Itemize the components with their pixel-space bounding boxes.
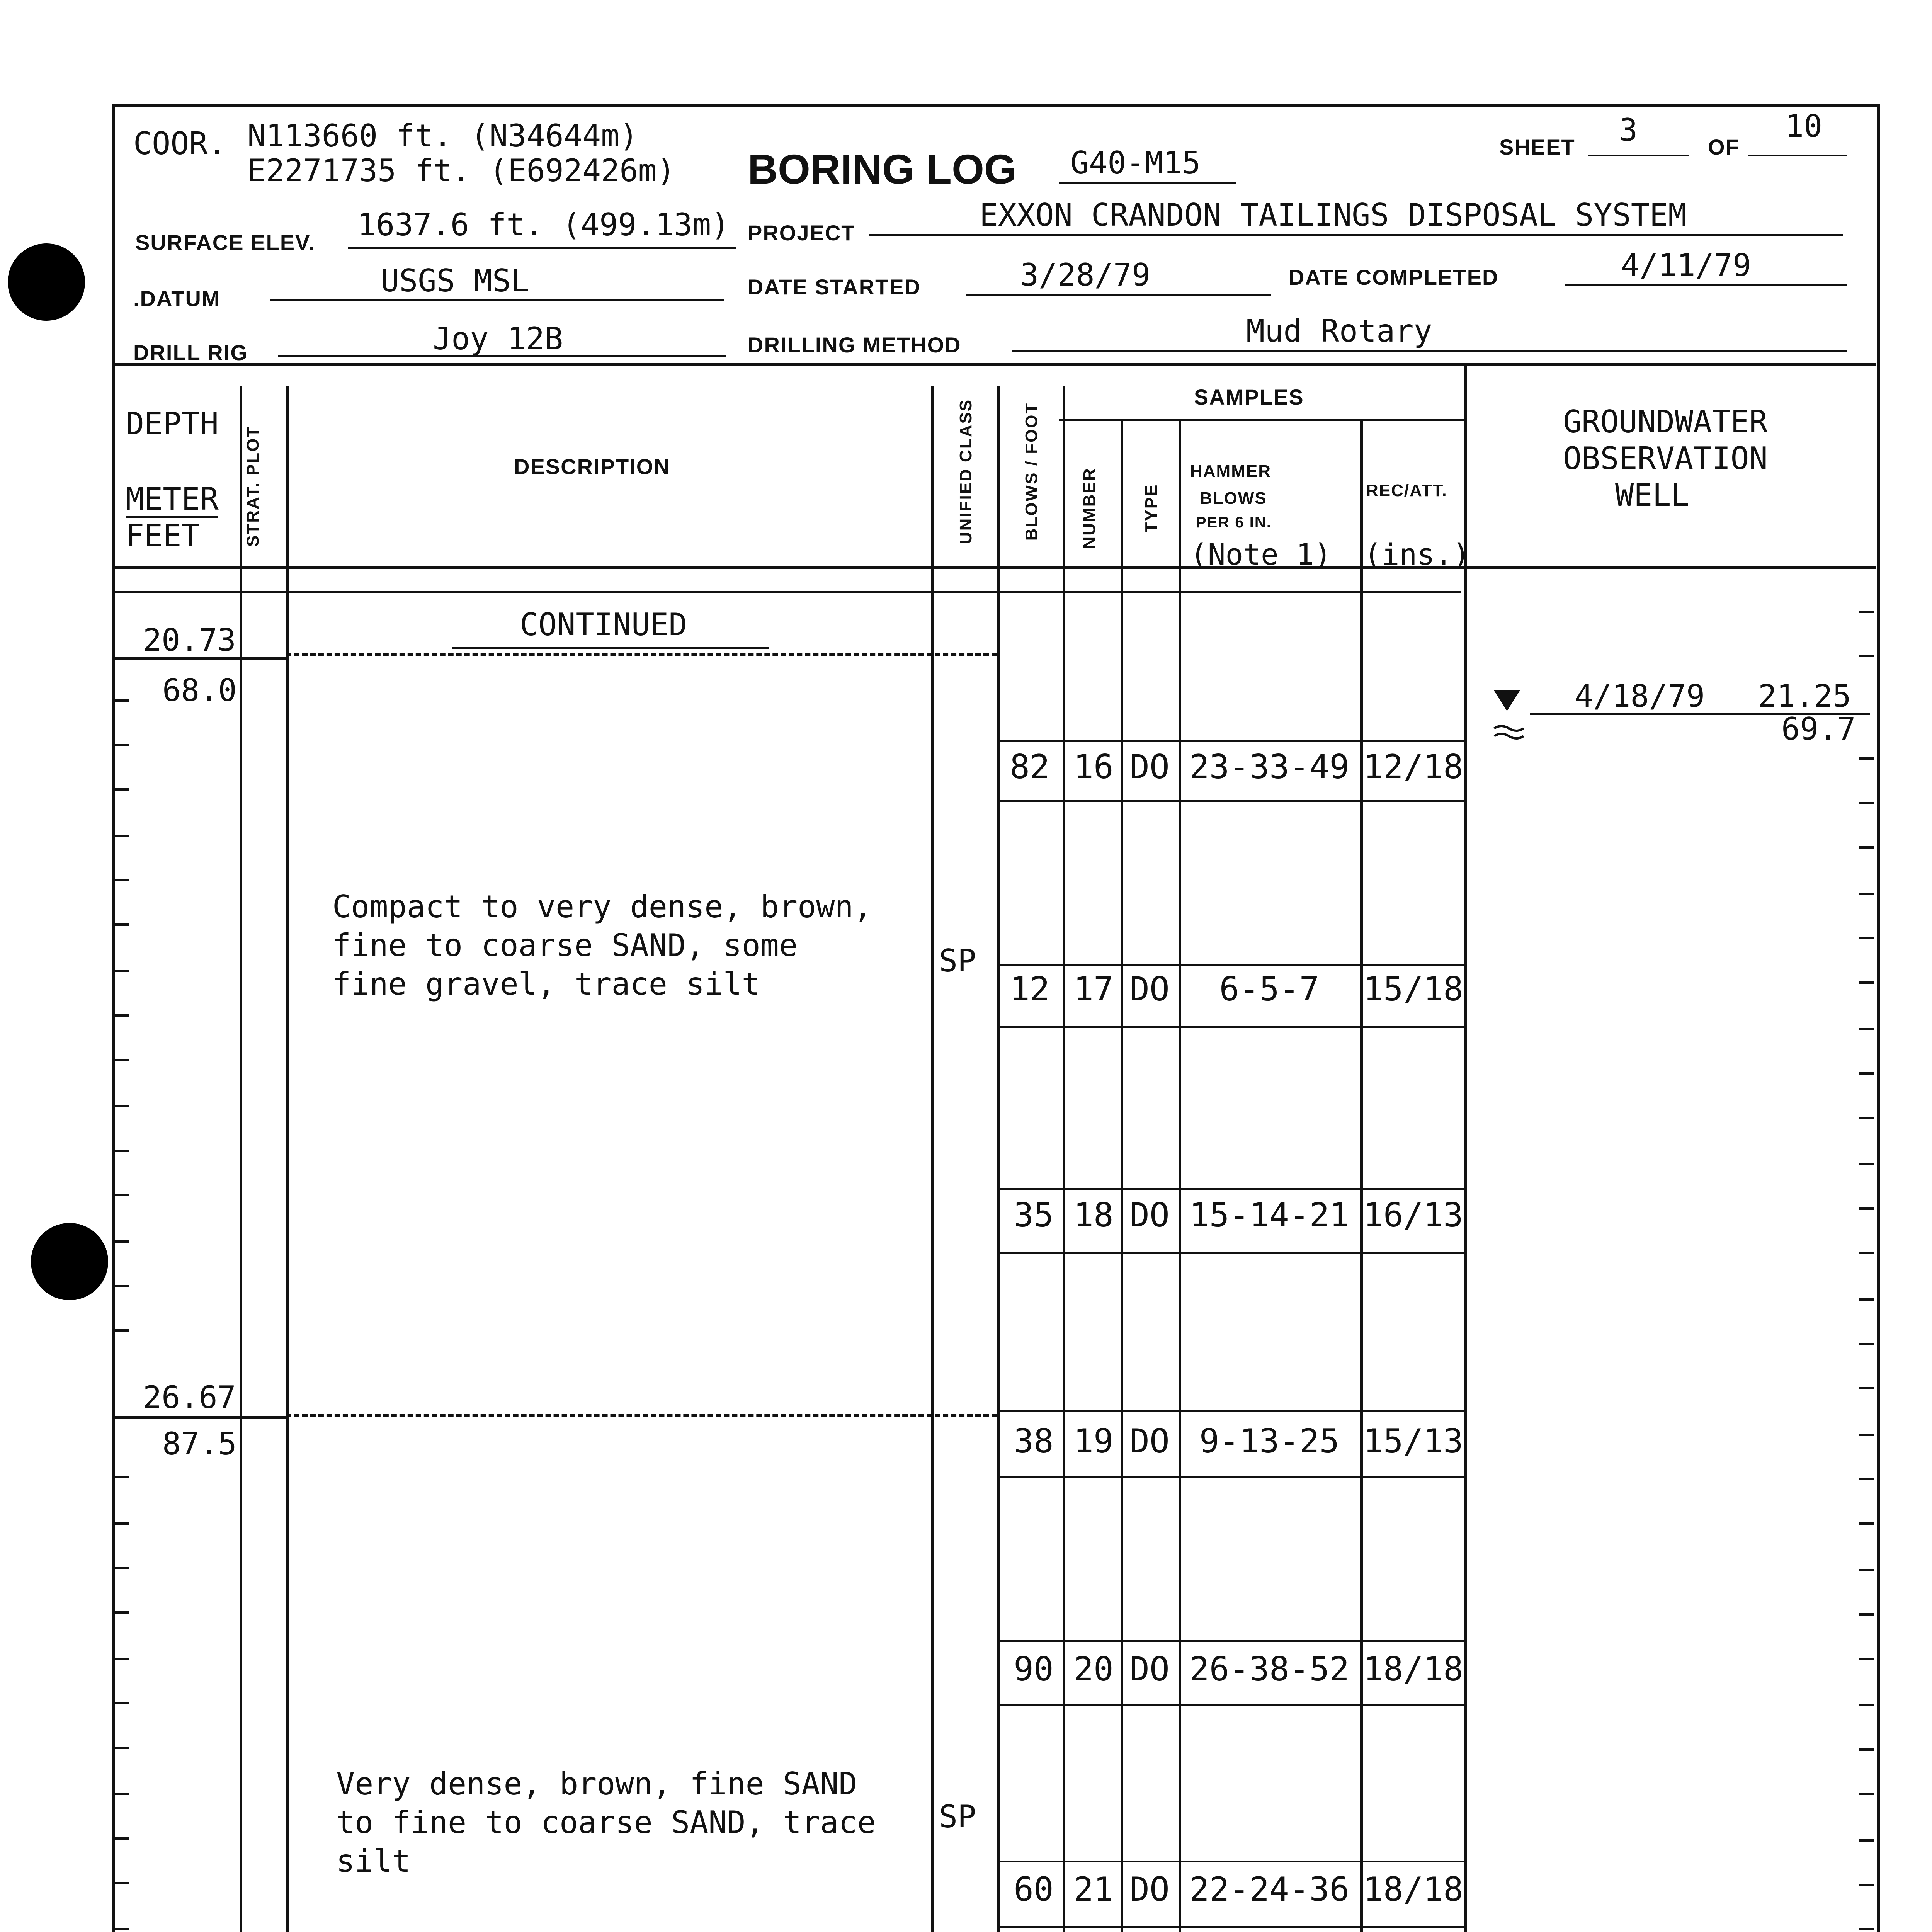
datum-value: USGS MSL	[381, 263, 530, 299]
stratum-1-line2: fine to coarse SAND, some	[332, 927, 798, 963]
hammer-note: (Note 1)	[1190, 537, 1332, 571]
sample-number: 17	[1073, 970, 1114, 1009]
date-completed-label: DATE COMPLETED	[1289, 265, 1499, 289]
sample-number: 19	[1073, 1422, 1114, 1461]
stratum-2-uscs: SP	[939, 1799, 976, 1835]
sheet-number: 3	[1619, 112, 1638, 148]
stratum-2-line3: silt	[336, 1843, 411, 1879]
project-value: EXXON CRANDON TAILINGS DISPOSAL SYSTEM	[980, 197, 1687, 233]
stratum-2-line2: to fine to coarse SAND, trace	[336, 1804, 876, 1840]
drill-rig-label: DRILL RIG	[133, 340, 248, 365]
hammer-header-line2: BLOWS	[1200, 489, 1267, 508]
blows-foot: 35	[1014, 1196, 1054, 1235]
gw-date: 4/18/79	[1575, 678, 1705, 714]
stratum-1-uscs: SP	[939, 943, 976, 979]
surface-elev-value: 1637.6 ft. (499.13m)	[357, 207, 730, 243]
type-header: TYPE	[1142, 483, 1161, 533]
hammer-blows: 15-14-21	[1189, 1196, 1350, 1235]
blows-foot: 82	[1010, 748, 1050, 786]
description-header: DESCRIPTION	[514, 454, 670, 479]
sample-type: DO	[1129, 1422, 1170, 1461]
boring-id: G40-M15	[1070, 145, 1201, 181]
rec-att-header: REC/ATT.	[1366, 481, 1447, 500]
depth-header: DEPTH	[126, 406, 219, 442]
project-label: PROJECT	[748, 221, 855, 245]
sample-type: DO	[1129, 970, 1170, 1009]
page-title: BORING LOG	[748, 146, 1017, 192]
number-header: NUMBER	[1080, 467, 1099, 549]
gw-header-line1: GROUNDWATER	[1563, 404, 1768, 440]
blows-foot-header: BLOWS / FOOT	[1022, 402, 1041, 541]
sample-type: DO	[1129, 1870, 1170, 1909]
sample-number: 16	[1073, 748, 1114, 786]
strata-boundary-1	[286, 653, 997, 656]
coor-line2: E2271735 ft. (E692426m)	[247, 153, 675, 189]
drilling-method-value: Mud Rotary	[1246, 313, 1432, 349]
blows-foot: 12	[1010, 970, 1050, 1009]
hammer-header-line1: HAMMER	[1190, 462, 1271, 481]
hammer-header-line3: PER 6 IN.	[1196, 514, 1272, 531]
date-completed-value: 4/11/79	[1621, 247, 1752, 283]
sample-type: DO	[1129, 1650, 1170, 1689]
depth-feet-2: 87.5	[162, 1426, 237, 1462]
depth-meter-2: 26.67	[143, 1379, 236, 1415]
blows-foot: 38	[1014, 1422, 1054, 1461]
gw-depth-meter: 21.25	[1758, 678, 1851, 714]
drill-rig-value: Joy 12B	[433, 321, 563, 357]
blows-foot: 90	[1014, 1650, 1054, 1689]
coor-label: COOR.	[133, 126, 226, 162]
header-divider	[112, 363, 1876, 366]
punch-hole-middle	[31, 1223, 108, 1300]
surface-elev-label: SURFACE ELEV.	[135, 230, 315, 255]
of-label: OF	[1708, 135, 1740, 159]
sheet-total: 10	[1785, 108, 1823, 144]
rec-units: (ins.)	[1364, 537, 1470, 571]
drilling-method-label: DRILLING METHOD	[748, 333, 961, 357]
sample-number: 20	[1073, 1650, 1114, 1689]
stratum-1-line1: Compact to very dense, brown,	[332, 889, 872, 925]
gw-header-line3: WELL	[1615, 477, 1690, 513]
feet-header: FEET	[126, 518, 200, 554]
gw-depth-feet: 69.7	[1781, 711, 1856, 747]
depth-meter-1: 20.73	[143, 622, 236, 658]
water-level-triangle-icon	[1493, 690, 1520, 713]
column-header-divider	[112, 566, 1876, 569]
sheet-label: SHEET	[1499, 135, 1575, 159]
punch-hole-top	[8, 243, 85, 321]
samples-header: SAMPLES	[1194, 385, 1304, 409]
sample-type: DO	[1129, 1196, 1170, 1235]
date-started-label: DATE STARTED	[748, 275, 921, 299]
sample-number: 21	[1073, 1870, 1114, 1909]
stratum-1-line3: fine gravel, trace silt	[332, 966, 760, 1002]
recovery: 16/13	[1363, 1196, 1463, 1235]
hammer-blows: 23-33-49	[1189, 748, 1350, 786]
gw-header-line2: OBSERVATION	[1563, 440, 1768, 476]
recovery: 15/13	[1363, 1422, 1463, 1461]
recovery: 12/18	[1363, 748, 1463, 786]
continued-top: CONTINUED	[520, 607, 687, 643]
hammer-blows: 22-24-36	[1189, 1870, 1350, 1909]
hammer-blows: 6-5-7	[1219, 970, 1320, 1009]
sample-number: 18	[1073, 1196, 1114, 1235]
depth-feet-1: 68.0	[162, 672, 237, 708]
meter-header: METER	[126, 481, 219, 517]
coor-line1: N113660 ft. (N34644m)	[247, 118, 638, 154]
form-border	[112, 104, 1880, 1932]
strat-plot-header: STRAT. PLOT	[243, 425, 262, 547]
hammer-blows: 26-38-52	[1189, 1650, 1350, 1689]
recovery: 18/18	[1363, 1870, 1463, 1909]
stratum-2-line1: Very dense, brown, fine SAND	[336, 1766, 857, 1802]
blows-foot: 60	[1014, 1870, 1054, 1909]
datum-label: .DATUM	[133, 286, 221, 311]
sample-type: DO	[1129, 748, 1170, 786]
recovery: 15/18	[1363, 970, 1463, 1009]
strata-boundary-2	[286, 1414, 997, 1417]
hammer-blows: 9-13-25	[1199, 1422, 1340, 1461]
unified-class-header: UNIFIED CLASS	[956, 398, 975, 544]
date-started-value: 3/28/79	[1020, 257, 1151, 293]
water-surface-icon	[1493, 723, 1524, 746]
recovery: 18/18	[1363, 1650, 1463, 1689]
